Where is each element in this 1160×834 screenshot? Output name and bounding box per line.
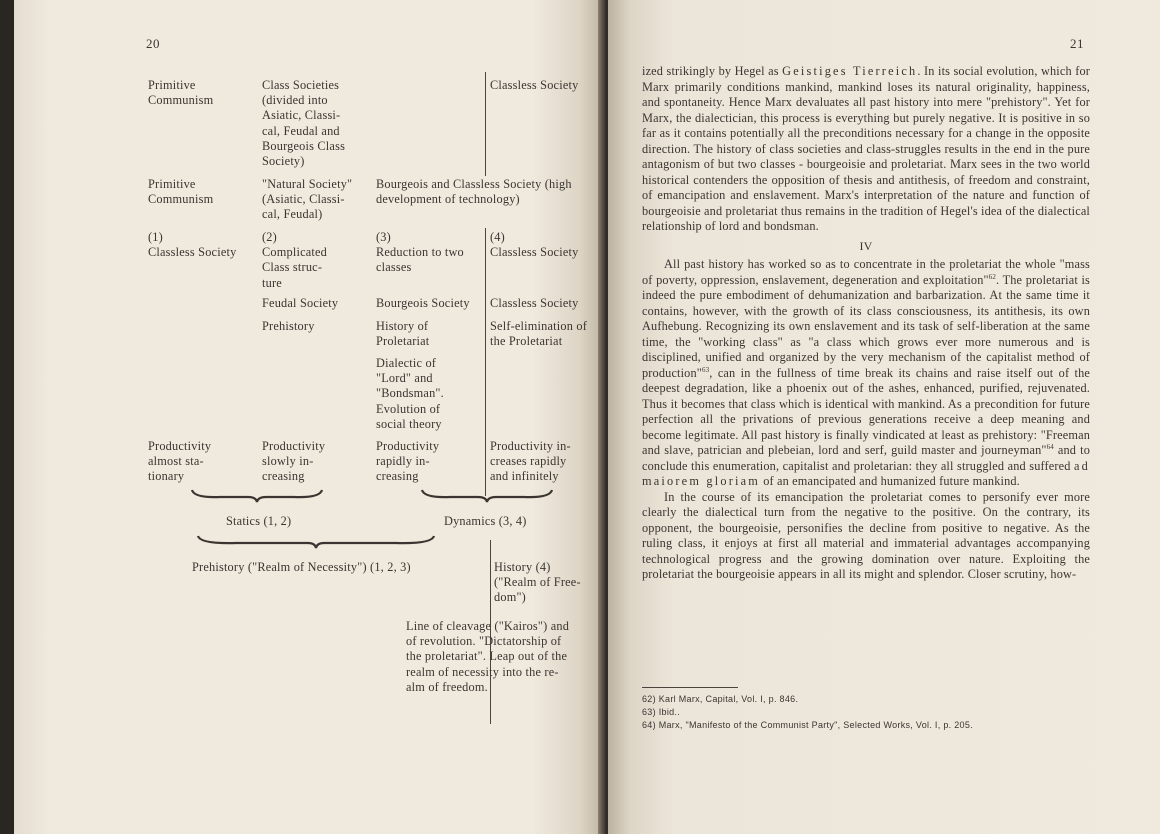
table-cell: Dialectic of "Lord" and "Bondsman". Evolution of social theory (376, 356, 444, 431)
table-cell: Productivity rapidly in- creasing (376, 439, 440, 484)
paragraph: ized strikingly by Hegel as Geistiges Tierreich. In its social evolution, which for Marx primarily conditions mankind, mankind loses its natural originality, happiness, and spontaneity. Hence Marx devaluates all past history into mere "prehistory". Yet for Marx, the dialectician, this process is everything but purely negative. It is positive in so far as it contains potentially all the preconditions necessary for a change in the opposite direction. The history of class societies and class-struggles results in the end in the pure antagonism of but two classes - bourgeoisie and proletariat. Marx sees in the two world historical contenders the opposition of thesis and antithesis, of freedom and constraint, of emancipation and enslavement. Marx's interpretation of the nature and function of bourgeoisie and proletariat thus remains in the tradition of Hegel's idea of the dialectical relationship of lord and bondsman. (642, 64, 1090, 233)
divider-line (485, 228, 486, 496)
footnote: 62) Karl Marx, Capital, Vol. I, p. 846. (642, 694, 799, 704)
page-number-left: 20 (146, 36, 160, 51)
divider-line (485, 72, 486, 176)
table-cell: Self-elimination of the Proletariat (490, 319, 588, 349)
prehistory-label: Prehistory ("Realm of Necessity") (1, 2, 3) (192, 560, 411, 574)
section-heading: IV (859, 238, 873, 253)
table-cell: Classless Society (490, 78, 579, 92)
table-cell: Primitive Communism (148, 78, 214, 108)
body-text (642, 64, 1090, 583)
table-cell: (3) Reduction to two classes (376, 230, 464, 275)
history-label: History (4) ("Realm of Free- dom") (494, 560, 581, 605)
footnote-rule (642, 687, 738, 688)
table-cell: History of Proletariat (376, 319, 430, 349)
table-cell: (4) Classless Society (490, 230, 579, 260)
table-cell: Feudal Society (262, 296, 339, 310)
page-number-right: 21 (1070, 36, 1084, 51)
table-cell: Productivity in- creases rapidly and infinitely (490, 439, 571, 484)
paragraph: In the course of its emancipation the proletariat comes to personify ever more clearly the dialectical turn from the negative to the positive. On the contrary, its opponent, the bourgeoisie, personifies the decline from positive to negative. As the ruling class, it enjoys at first all material and immaterial advantages accompanying technological progress and the growing domination over nature. Exploiting the proletariat the bourgeoisie appears in all its might and splendor. Closer scrutiny, how- (642, 489, 1090, 581)
paragraph: All past history has worked so as to concentrate in the proletariat the whole "mass of poverty, oppression, enslavement, degeneration and exploitation"$^{62}$. The proletariat is indeed the pure embodiment of dehumanization and barbarization. At the same time it contains, however, with the growth of its class consciousness, its antithesis, its own Aufhebung. Recognizing its own enslavement and its task of self-liberation at the same time, the "working class" as "a class which grows ever more numerous and is disciplined, unified and organized by the very mechanism of the capitalist method of production"$^{63}$, can in the fullness of time break its chains and raise itself out of the deepest degradation, like a phoenix out of the ashes, enhanced, purified, rejuvenated. Thus it becomes that class which is identical with mankind. As a precondition for future perfection all the privations of previous generations receive a deep meaning and become legitimate. All past history is finally vindicated at least as prehistory: "Freeman and slave, patrician and plebeian, lord and serf, guild master and journeyman"$^{64}$ and to conclude this enumeration, capitalist and proletarian: they all struggled and suffered ad maiorem gloriam of an emancipated and humanized future mankind. (642, 257, 1090, 488)
table-cell: (1) Classless Society (148, 230, 237, 260)
table-cell: Productivity slowly in- creasing (262, 439, 326, 484)
table-cell: Productivity almost sta- tionary (148, 439, 212, 484)
left-page (14, 0, 604, 834)
right-page (608, 0, 1160, 834)
table-cell: Primitive Communism (148, 177, 214, 207)
footnote: 64) Marx, "Manifesto of the Communist Party", Selected Works, Vol. I, p. 205. (642, 720, 973, 730)
brace-statics (190, 488, 324, 504)
table-cell: "Natural Society" (Asiatic, Classi- cal, Feudal) (262, 177, 353, 222)
table-cell: Bourgeois and Classless Society (high development of technology) (376, 177, 572, 207)
brace-prehistory (196, 534, 436, 550)
table-cell: Class Societies (divided into Asiatic, Classi- cal, Feudal and Bourgeois Class Society) (262, 78, 346, 169)
table-cell: Prehistory (262, 319, 315, 333)
table-cell: Bourgeois Society (376, 296, 470, 310)
footnote: 63) Ibid.. (642, 707, 681, 717)
brace-dynamics (420, 488, 554, 504)
dynamics-label: Dynamics (3, 4) (444, 514, 527, 528)
statics-label: Statics (1, 2) (226, 514, 292, 528)
cleavage-note: Line of cleavage ("Kairos") and of revolution. "Dictatorship of the proletariat". Leap out of the realm of necessity into the re- alm of freedom. (406, 619, 570, 694)
table-cell: (2) Complicated Class struc- ture (262, 230, 328, 290)
table-cell: Classless Society (490, 296, 579, 310)
